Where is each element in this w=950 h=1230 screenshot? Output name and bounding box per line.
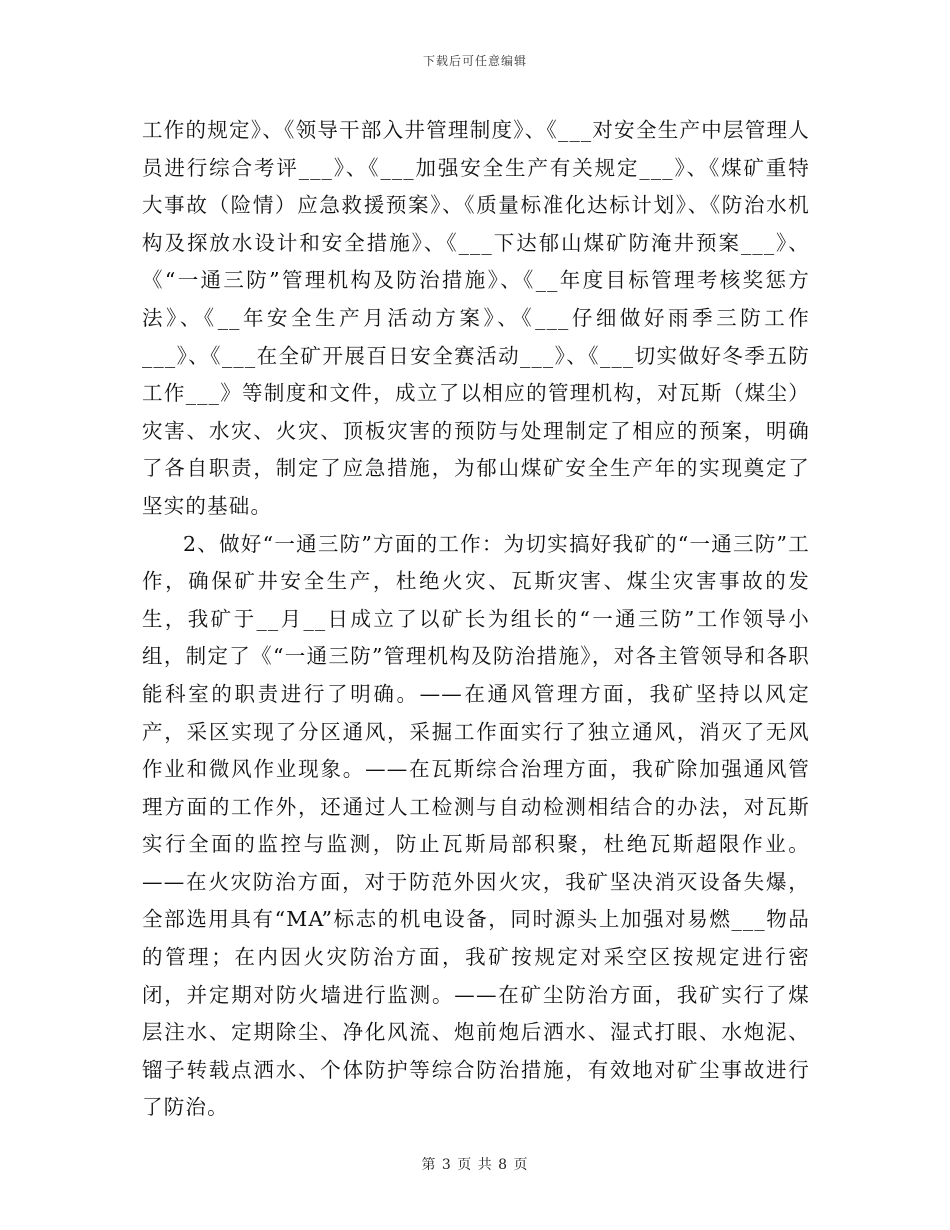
document-body (142, 112, 810, 1127)
page-header: 下载后可任意编辑 (422, 54, 527, 68)
page-number: 第 3 页 共 8 页 (421, 1157, 529, 1173)
paragraph-one-ventilation-three-prevention: 2、做好“一通三防”方面的工作：为切实搞好我矿的“一通三防”工作，确保矿井安全生产，杜绝火灾、瓦斯灾害、煤尘灾害事故的发生，我矿于__月__日成立了以矿长为组长的“一通三防”工作领导小组，制定了《“一通三防”管理机构及防治措施》，对各主管领导和各职能科室的职责进行了明确。——在通风管理方面，我矿坚持以风定产，采区实现了分区通风，采掘工作面实行了独立通风，消灭了无风作业和微风作业现象。——在瓦斯综合治理方面，我矿除加强通风管理方面的工作外，还通过人工检测与自动检测相结合的办法，对瓦斯实行全面的监控与监测，防止瓦斯局部积聚，杜绝瓦斯超限作业。——在火灾防治方面，对于防范外因火灾，我矿坚决消灭设备失爆，全部选用具有“MA”标志的机电设备，同时源头上加强对易燃___物品的管理；在内因火灾防治方面，我矿按规定对采空区按规定进行密闭，并定期对防火墙进行监测。——在矿尘防治方面，我矿实行了煤层注水、定期除尘、净化风流、炮前炮后洒水、湿式打眼、水炮泥、镏子转载点洒水、个体防护等综合防治措施，有效地对矿尘事故进行了防治。 (142, 531, 810, 1120)
paragraph-continuation: 工作的规定》、《领导干部入井管理制度》、《___对安全生产中层管理人员进行综合考评___》、《___加强安全生产有关规定___》、《煤矿重特大事故（险情）应急救援预案》、《质量标准化达标计划》、《防治水机构及探放水设计和安全措施》、《___下达郁山煤矿防淹井预案___》、《“一通三防”管理机构及防治措施》、《__年度目标管理考核奖惩方法》、《__年安全生产月活动方案》、《___仔细做好雨季三防工作___》、《___在全矿开展百日安全赛活动___》、《___切实做好冬季五防工作___》等制度和文件，成立了以相应的管理机构，对瓦斯（煤尘）灾害、水灾、火灾、顶板灾害的预防与处理制定了相应的预案，明确了各自职责，制定了应急措施，为郁山煤矿安全生产年的实现奠定了坚实的基础。 (142, 118, 810, 518)
